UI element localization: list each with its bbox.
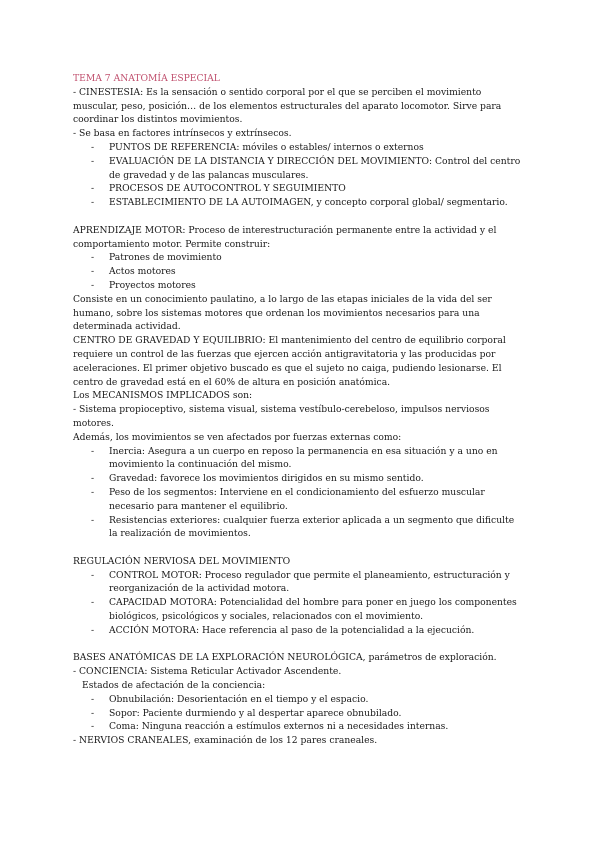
page-title: TEMA 7 ANATOMÍA ESPECIAL bbox=[73, 73, 220, 84]
estados-line: Estados de afectación de la conciencia: bbox=[82, 680, 266, 692]
list-item: - Patrones de movimiento bbox=[73, 251, 523, 265]
fuerzas-paragraph: Además, los movimientos se ven afectados por fuerzas externas como: bbox=[73, 431, 402, 443]
document-content bbox=[73, 72, 523, 748]
estados-list bbox=[73, 693, 523, 734]
list-item: - CONTROL MOTOR: Proceso regulador que permite el planeamiento, estructuración y reorganización de la actividad motora. bbox=[73, 569, 523, 597]
list-item: - PROCESOS DE AUTOCONTROL Y SEGUIMIENTO bbox=[73, 182, 523, 196]
list-item: - Proyectos motores bbox=[73, 279, 523, 293]
factors-paragraph: - Se basa en factores intrínsecos y extrínsecos. bbox=[73, 128, 292, 140]
fuerzas-list bbox=[73, 445, 523, 542]
list-item: - Coma: Ninguna reacción a estímulos externos ni a necesidades internas. bbox=[73, 720, 523, 734]
list-item: - Sopor: Paciente durmiendo y al despertar aparece obnubilado. bbox=[73, 707, 523, 721]
list-item: - Resistencias exteriores: cualquier fuerza exterior aplicada a un segmento que dificulte la realización de movimientos. bbox=[73, 514, 523, 542]
nervios-craneales-line: - NERVIOS CRANEALES, examinación de los 12 pares craneales. bbox=[73, 735, 378, 747]
list-item: - EVALUACIÓN DE LA DISTANCIA Y DIRECCIÓN DEL MOVIMIENTO: Control del centro de gravedad y de las palancas musculares. bbox=[73, 155, 523, 183]
cinestesia-paragraph: - CINESTESIA: Es la sensación o sentido corporal por el que se perciben el movimiento muscular, peso, posición… de los elementos estructurales del aparato locomotor. Sirve para coordinar los distintos movimientos. bbox=[73, 86, 502, 126]
mecanismos-paragraph: - Sistema propioceptivo, sistema visual, sistema vestíbulo-cerebeloso, impulsos nerviosos motores. bbox=[73, 404, 490, 429]
list-item: - CAPACIDAD MOTORA: Potencialidad del hombre para poner en juego los componentes biológicos, psicológicos y sociales, relacionados con el movimiento. bbox=[73, 596, 523, 624]
regulacion-heading: REGULACIÓN NERVIOSA DEL MOVIMIENTO bbox=[73, 555, 291, 567]
list-item: - Actos motores bbox=[73, 265, 523, 279]
bases-anatomicas-heading: BASES ANATÓMICAS DE LA EXPLORACIÓN NEUROLÓGICA, parámetros de exploración. bbox=[73, 652, 497, 664]
conciencia-line: - CONCIENCIA: Sistema Reticular Activador Ascendente. bbox=[73, 666, 342, 678]
list-item: - Peso de los segmentos: Interviene en el condicionamiento del esfuerzo muscular necesario para mantener el equilibrio. bbox=[73, 486, 523, 514]
list-item: - Gravedad: favorece los movimientos dirigidos en su mismo sentido. bbox=[73, 472, 523, 486]
conocimiento-paragraph: Consiste en un conocimiento paulatino, a lo largo de las etapas iniciales de la vida del ser humano, sobre los sistemas motores que ordenan los movimientos necesarios para una determinada actividad. bbox=[73, 293, 492, 333]
centro-gravedad-paragraph: CENTRO DE GRAVEDAD Y EQUILIBRIO: El mantenimiento del centro de equilibrio corporal requiere un control de las fuerzas que ejercen acción antigravitatoria y las producidas por aceleraciones. El primer objetivo buscado es que el sujeto no caiga, pudiendo lesionarse. El centro de gravedad está en el 60% de altura en posición anatómica. bbox=[73, 335, 506, 388]
aprendizaje-list bbox=[73, 251, 523, 292]
list-item: - ACCIÓN MOTORA: Hace referencia al paso de la potencialidad a la ejecución. bbox=[73, 624, 523, 638]
list-item: - Inercia: Asegura a un cuerpo en reposo la permanencia en esa situación y a uno en movimiento la continuación del mismo. bbox=[73, 445, 523, 473]
list-item: - ESTABLECIMIENTO DE LA AUTOIMAGEN, y concepto corporal global/ segmentario. bbox=[73, 196, 523, 210]
list-item: - Obnubilación: Desorientación en el tiempo y el espacio. bbox=[73, 693, 523, 707]
regulacion-list bbox=[73, 569, 523, 638]
mecanismos-heading: Los MECANISMOS IMPLICADOS son: bbox=[73, 390, 253, 402]
list-item: - PUNTOS DE REFERENCIA: móviles o estables/ internos o externos bbox=[73, 141, 523, 155]
aprendizaje-motor-paragraph: APRENDIZAJE MOTOR: Proceso de interestructuración permanente entre la actividad y el comportamiento motor. Permite construir: bbox=[73, 224, 497, 250]
factors-list bbox=[73, 141, 523, 210]
